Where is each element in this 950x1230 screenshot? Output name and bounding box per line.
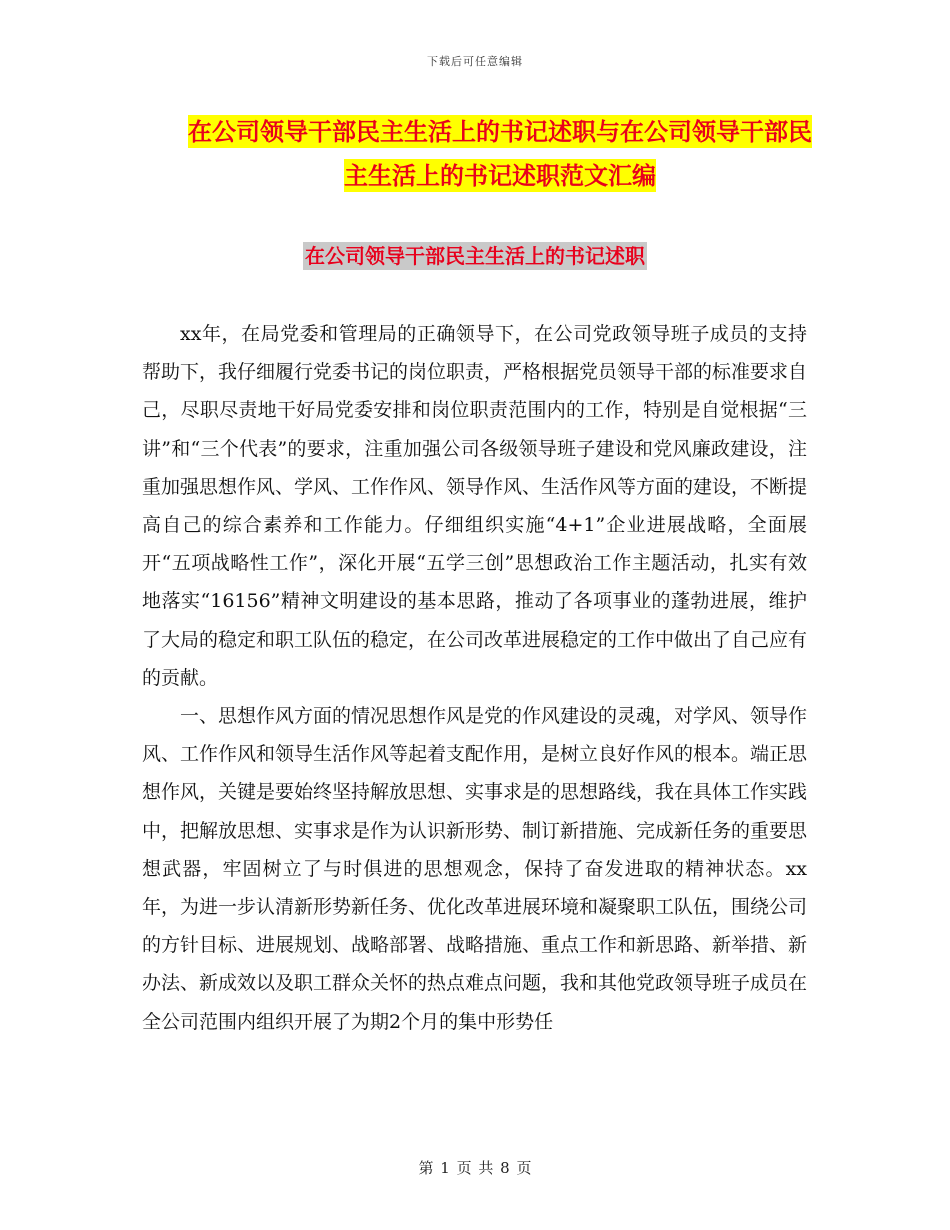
section-title [0,240,950,269]
section-title-text: 在公司领导干部民主生活上的书记述职 [305,244,645,268]
document-body [142,315,807,1041]
page-header-note: 下载后可任意编辑 [427,55,523,68]
document-title [180,110,820,198]
document-title-text: 在公司领导干部民主生活上的书记述职与在公司领导干部民主生活上的书记述职范文汇编 [188,117,812,190]
page-footer-number: 第 1 页 共 8 页 [418,1159,532,1177]
body-paragraph: 一、思想作风方面的情况思想作风是党的作风建设的灵魂，对学风、领导作风、工作作风和领导生活作风等起着支配作用，是树立良好作风的根本。端正思想作风，关键是要始终坚持解放思想、实事求是的思想路线，我在具体工作实践中，把解放思想、实事求是作为认识新形势、制订新措施、完成新任务的重要思想武器，牢固树立了与时俱进的思想观念，保持了奋发进取的精神状态。xx年，为进一步认清新形势新任务、优化改革进展环境和凝聚职工队伍，围绕公司的方针目标、进展规划、战略部署、战略措施、重点工作和新思路、新举措、新办法、新成效以及职工群众关怀的热点难点问题，我和其他党政领导班子成员在全公司范围内组织开展了为期2个月的集中形势任 [142,705,808,1033]
body-paragraph: xx年，在局党委和管理局的正确领导下，在公司党政领导班子成员的支持帮助下，我仔细履行党委书记的岗位职责，严格根据党员领导干部的标准要求自己，尽职尽责地干好局党委安排和岗位职责范围内的工作，特别是自觉根据“三讲”和“三个代表”的要求，注重加强公司各级领导班子建设和党风廉政建设，注重加强思想作风、学风、工作作风、领导作风、生活作风等方面的建设，不断提高自己的综合素养和工作能力。仔细组织实施“4+1”企业进展战略，全面展开“五项战略性工作”，深化开展“五学三创”思想政治工作主题活动，扎实有效地落实“16156”精神文明建设的基本思路，推动了各项事业的蓬勃进展，维护了大局的稳定和职工队伍的稳定，在公司改革进展稳定的工作中做出了自己应有的贡献。 [142,323,808,689]
